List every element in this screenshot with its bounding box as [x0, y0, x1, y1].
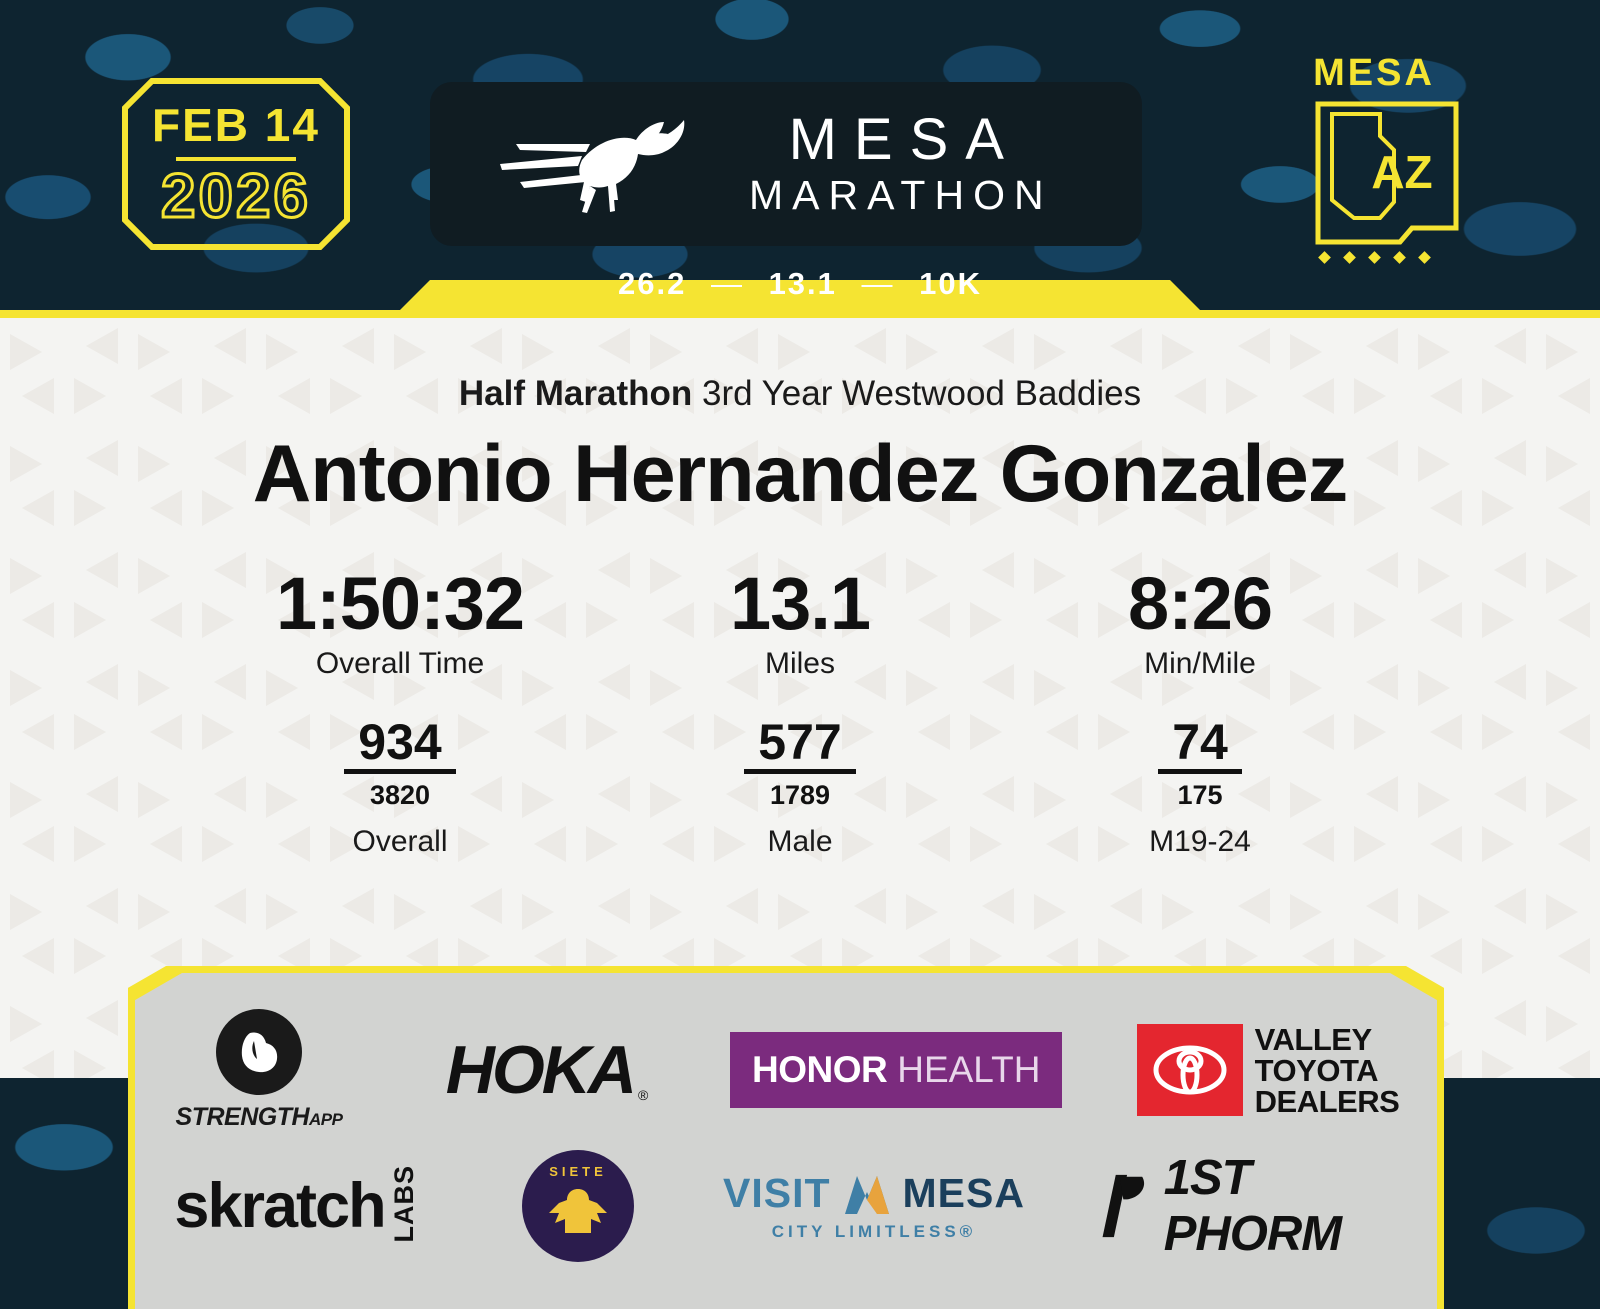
sponsor-name-part1: HONOR: [730, 1032, 897, 1108]
sponsor-name: skratch: [174, 1171, 385, 1241]
visit-mesa-mountain-icon: [841, 1172, 893, 1216]
sponsor-line-2: TOYOTA: [1254, 1052, 1378, 1088]
toyota-glyph: [1152, 1044, 1228, 1096]
sponsor-hoka[interactable]: [422, 1031, 672, 1109]
stat-pace: [1000, 563, 1400, 859]
event-date-year: 2026: [161, 162, 311, 231]
stat-value: 13.1: [729, 562, 871, 645]
sponsor-line-3: DEALERS: [1254, 1083, 1400, 1119]
sponsor-honorhealth[interactable]: [730, 1032, 1060, 1108]
rank-label: M19-24: [1149, 825, 1251, 858]
rank-place: 74: [1158, 715, 1242, 774]
sponsor-name: SIETE: [549, 1164, 607, 1179]
sponsor-visit-mesa[interactable]: [709, 1170, 1039, 1242]
stats-row: [0, 563, 1600, 859]
stat-overall-time: [200, 563, 600, 859]
rank-label: Overall: [352, 825, 448, 858]
sponsor-strengthapp[interactable]: [154, 1009, 364, 1132]
sponsor-name: HOKA: [445, 1032, 634, 1108]
sponsor-name-main: STRENGTH: [175, 1102, 310, 1131]
distance-marathon: 26.2: [617, 266, 687, 301]
sponsor-line-1: VALLEY: [1254, 1021, 1372, 1057]
rank-label: Male: [767, 825, 833, 858]
bicep-glyph: [232, 1025, 286, 1079]
stat-label: Min/Mile: [1144, 647, 1256, 680]
logo-word-marathon: MARATHON: [749, 172, 1053, 218]
sponsor-1st-phorm[interactable]: [1095, 1150, 1425, 1262]
distance-10k: 10K: [919, 266, 983, 301]
stat-label: Miles: [764, 647, 835, 680]
sponsor-row-2: [128, 1142, 1444, 1270]
sponsor-tagline: CITY LIMITLESS®: [771, 1222, 977, 1241]
siete-eagle-glyph: [541, 1183, 615, 1243]
sponsor-row-1: [128, 1004, 1444, 1136]
rank-total: 175: [1177, 780, 1223, 810]
bicep-icon: [216, 1009, 302, 1095]
sponsor-name-small: APP: [309, 1109, 343, 1129]
sponsor-name-suffix: LABS: [388, 1165, 419, 1243]
rank-block-overall: [344, 715, 455, 811]
event-subtitle: 3rd Year Westwood Baddies: [702, 374, 1142, 413]
result-card-body: [0, 318, 1600, 1078]
rank-total: 3820: [369, 780, 431, 810]
registered-mark: ®: [637, 1087, 649, 1103]
sponsor-name: [176, 1103, 343, 1132]
rank-block-division: [1158, 715, 1242, 811]
sponsor-panel: [128, 966, 1444, 1309]
sponsor-valley-toyota-dealers[interactable]: [1118, 1021, 1418, 1119]
sponsor-name-part1: VISIT: [723, 1170, 831, 1216]
sponsor-name-part2: MESA: [902, 1170, 1025, 1216]
rank-place: 934: [344, 715, 455, 774]
rank-place: 577: [744, 715, 855, 774]
phorm-flag-icon: [1095, 1171, 1150, 1241]
event-date-badge: [122, 78, 350, 250]
siete-crest-icon: [522, 1150, 634, 1262]
stat-value: 1:50:32: [275, 562, 525, 645]
svg-text:AZ: AZ: [1371, 146, 1433, 198]
race-distances: [0, 266, 1600, 302]
event-title-line: [0, 374, 1600, 414]
stat-value: 8:26: [1127, 562, 1273, 645]
runner-name: Antonio Hernandez Gonzalez: [252, 429, 1348, 519]
event-date-month-day: FEB 14: [152, 99, 320, 151]
toyota-icon: [1137, 1024, 1243, 1116]
az-badge-title: MESA: [1313, 52, 1435, 94]
sponsor-name: [1254, 1021, 1400, 1119]
sponsor-name-part2: HEALTH: [897, 1032, 1062, 1108]
rank-block-male: [744, 715, 855, 811]
sponsor-siete[interactable]: [503, 1150, 653, 1262]
distance-separator-1: —: [710, 266, 744, 301]
az-badge-dots: [1284, 253, 1464, 262]
distance-separator-2: —: [861, 266, 895, 301]
mesa-az-badge: [1284, 52, 1464, 264]
stat-miles: [600, 563, 1000, 859]
logo-word-mesa: MESA: [788, 107, 1021, 172]
sponsor-skratch-labs[interactable]: [147, 1165, 447, 1247]
stat-label: Overall Time: [315, 647, 485, 680]
rank-total: 1789: [769, 780, 831, 810]
mesa-marathon-logo: [430, 82, 1142, 246]
event-name: Half Marathon: [458, 374, 693, 413]
roadrunner-icon: [486, 104, 722, 224]
distance-half: 13.1: [768, 266, 837, 301]
sponsor-name: 1ST PHORM: [1163, 1151, 1342, 1261]
date-divider: [176, 157, 296, 161]
